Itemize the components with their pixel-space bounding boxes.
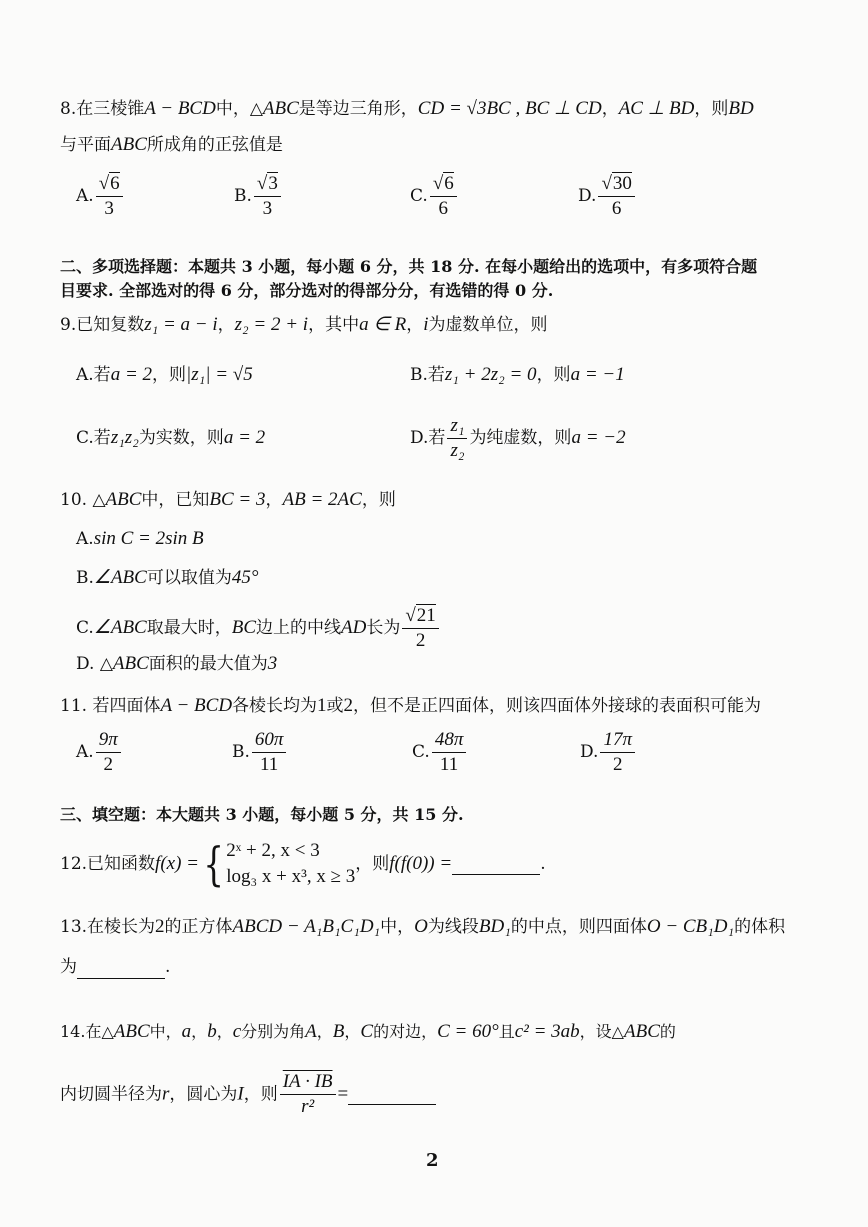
q10-option-d[interactable]: D. △ABC面积的最大值为3 [76,653,278,674]
q11-option-b[interactable]: B. $\frac{60\pi}{11}$ [232,728,288,777]
q10-option-b[interactable]: B.∠ABC可以取值为45° [76,567,259,588]
q12-stem: 12.已知函数f(x) ={ 2ˣ + 2, x < 3 log₃ x + x³, x ≥ 3 ，则f(f(0)) = . [60,837,546,891]
q8-option-d[interactable]: D. $\frac{√30}{6}$ [578,172,637,221]
q8-option-c[interactable]: C. $\frac{√6}{6}$ [410,172,459,221]
answer-blank-q14[interactable] [348,1084,436,1105]
section2-heading-line1: 二、多项选择题：本题共 3 小题，每小题 6 分，共 18 分. 在每小题给出的选项中，有多项符合题 [60,257,758,276]
q10-option-c[interactable]: C.∠ABC取最大时，BC边上的中线AD长为 $\frac{√21}{2}$ [76,604,441,653]
q8-option-b[interactable]: B. $\frac{√3}{3}$ [234,172,283,221]
q11-stem: 11. 若四面体A − BCD各棱长均为1或2，但不是正四面体，则该四面体外接球的表面积可能为 [60,695,762,716]
q11-option-d[interactable]: D. $\frac{17\pi}{2}$ [580,728,637,777]
q9-option-d[interactable]: D.若 $\frac{\text{z₁}}{\text{z₂}}$ 为纯虚数，则a = −2 [410,415,626,461]
q14-stem-line2: 内切圆半径为r，圆心为I，则 $\frac{IA \cdot IB}{\text{r²}}$ = [60,1070,436,1119]
q8-option-a[interactable]: A. $\frac{√6}{3}$ [76,172,125,221]
q9-option-b[interactable]: B.若z₁ + 2z₂ = 0，则a = −1 [410,364,625,385]
q13-stem-line1: 13.在棱长为2的正方体ABCD − A₁B₁C₁D₁中，O为线段BD₁的中点，则四面体O − CB₁D₁的体积 [60,916,786,937]
q14-stem-line1: 14.在△ABC中，a，b，c分别为角A，B，C的对边，C = 60°且c² = 3ab，设△ABC的 [60,1021,676,1042]
fraction: $\frac{17\pi}{2}$ [600,728,635,777]
fraction: $\frac{√21}{2}$ [402,604,438,653]
q9-option-c[interactable]: C.若z₁z₂为实数，则a = 2 [76,427,266,448]
answer-blank-q13[interactable] [77,958,165,979]
fraction: $\frac{√6}{3}$ [96,172,123,221]
q11-option-a[interactable]: A. $\frac{9\pi}{2}$ [76,728,123,777]
page-number: 2 [426,1150,439,1171]
q10-stem: 10. △ABC中，已知BC = 3，AB = 2AC，则 [60,489,396,510]
q11-option-c[interactable]: C. $\frac{48\pi}{11}$ [412,728,468,777]
q13-stem-line2: 为 . [60,957,171,977]
fraction: $\frac{√3}{3}$ [254,172,281,221]
q8-stem-line2: 与平面ABC所成角的正弦值是 [60,134,283,155]
section3-heading: 三、填空题：本大题共 3 小题，每小题 5 分，共 15 分. [60,805,464,824]
fraction: $\frac{√6}{6}$ [430,172,457,221]
piecewise-function: 2ˣ + 2, x < 3 log₃ x + x³, x ≥ 3 [226,840,356,887]
q10-option-a[interactable]: A.sin C = 2sin B [76,528,204,549]
fraction: $\frac{√30}{6}$ [598,172,634,221]
fraction: $\frac{IA \cdot IB}{\text{r²}}$ [280,1070,336,1119]
q9-stem: 9.已知复数z₁ = a − i，z₂ = 2 + i，其中a ∈ R，i为虚数单位，则 [60,314,548,335]
section2-heading-line2: 目要求. 全部选对的得 6 分，部分选对的得部分分，有选错的得 0 分. [60,281,554,300]
q9-option-a[interactable]: A.若a = 2，则|z₁| = √5 [76,364,253,385]
fraction: $\frac{48\pi}{11}$ [432,728,467,777]
fraction: $\frac{\text{z₁}}{\text{z₂}}$ [447,414,467,463]
fraction: $\frac{9\pi}{2}$ [96,728,121,777]
fraction: $\frac{60\pi}{11}$ [252,728,287,777]
q8-stem-line1: 8.在三棱锥A − BCD中，△ABC是等边三角形，CD = √3BC , BC ⊥ CD，AC ⊥ BD，则BD [60,98,754,119]
brace-icon: { [203,837,224,891]
answer-blank-q12[interactable] [452,854,540,875]
